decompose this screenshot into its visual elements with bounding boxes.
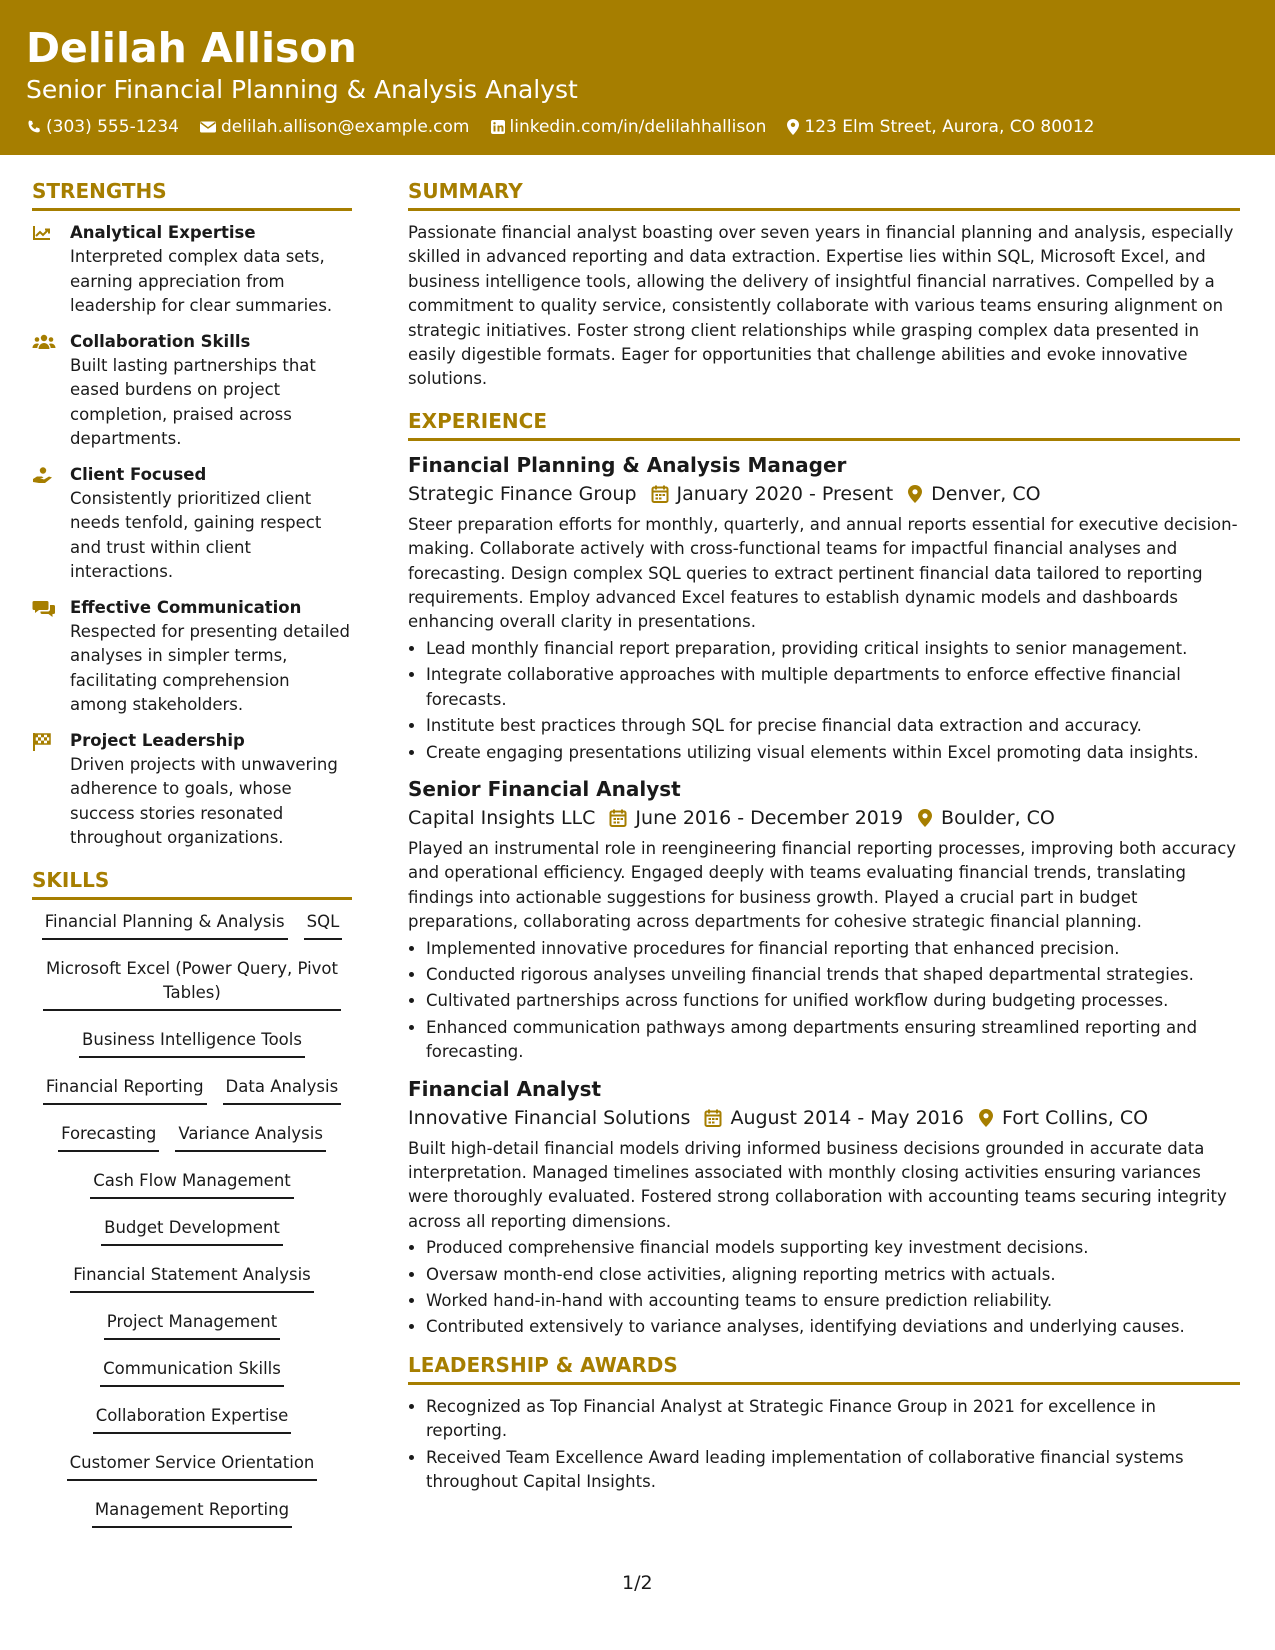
right-column <box>408 176 1240 1496</box>
job-entry <box>408 775 1240 1065</box>
chart-line-icon <box>32 224 52 242</box>
job-location: Boulder, CO <box>941 806 1055 829</box>
job-title: Senior Financial Analyst <box>408 776 681 801</box>
job-description: Steer preparation efforts for monthly, quarterly, and annual reports essential for executive decision-making. Collaborate actively with cross-functional teams for impactful financial analyses and forecasting. Design complex SQL queries to extract pertinent financial data tailored to reporting requirements. Employ advanced Excel features to establish dynamic models and dashboards enhancing overall clarity in presentations. <box>408 514 1238 632</box>
job-company: Capital Insights LLC <box>408 806 596 829</box>
awards-heading: LEADERSHIP & AWARDS <box>408 1350 1240 1385</box>
users-icon <box>32 333 56 351</box>
linkedin-text: linkedin.com/in/delilahhallison <box>509 117 767 137</box>
page-number: 1/2 <box>622 1572 653 1594</box>
phone-icon <box>26 119 42 135</box>
job-entry <box>408 1075 1240 1340</box>
job-meta <box>408 1103 1240 1133</box>
calendar-icon <box>704 1108 722 1128</box>
skill-tag: Financial Reporting <box>43 1075 207 1105</box>
envelope-icon <box>199 119 217 135</box>
skills-list <box>32 910 352 1545</box>
job-bullet: • Produced comprehensive financial models supporting key investment decisions. <box>426 1236 1240 1260</box>
skill-tag: Management Reporting <box>92 1498 292 1528</box>
skill-tag: Communication Skills <box>100 1357 284 1387</box>
strength-desc: Built lasting partnerships that eased burdens on project completion, praised across departments. <box>70 355 316 448</box>
skill-tag: Business Intelligence Tools <box>79 1028 305 1058</box>
skill-tag: Collaboration Expertise <box>93 1404 292 1434</box>
job-title: Financial Analyst <box>408 1076 602 1101</box>
job-bullets <box>408 937 1240 1065</box>
strength-desc: Consistently prioritized client needs tenfold, gaining respect and trust within client interactions. <box>70 488 322 581</box>
job-bullet: • Integrate collaborative approaches with multiple departments to enforce effective financial forecasts. <box>426 663 1240 712</box>
job-meta <box>408 803 1240 833</box>
strength-title: Analytical Expertise <box>70 223 256 242</box>
contact-bar <box>26 115 1115 139</box>
job-bullet: • Implemented innovative procedures for financial reporting that enhanced precision. <box>426 937 1240 961</box>
skill-tag: Forecasting <box>58 1122 159 1152</box>
phone-text: (303) 555-1234 <box>46 117 179 137</box>
job-description: Built high-detail financial models driving informed business decisions grounded in accurate data interpretation. Managed timelines associated with monthly closing activities ensuring variances were thoroughly evaluated. Fostered strong collaboration with accounting teams securing integrity across all reporting dimensions. <box>408 1138 1227 1231</box>
strength-item <box>32 729 352 851</box>
summary-heading: SUMMARY <box>408 176 1240 211</box>
map-marker-icon <box>786 118 800 136</box>
skill-tag: Data Analysis <box>223 1075 342 1105</box>
contact-address <box>786 115 1094 139</box>
strength-title: Client Focused <box>70 464 207 484</box>
hand-holding-person-icon <box>32 466 54 486</box>
job-company: Strategic Finance Group <box>408 482 637 505</box>
comments-icon <box>32 599 56 619</box>
header-banner <box>0 0 1275 155</box>
skill-tag: Project Management <box>104 1310 280 1340</box>
job-dates: January 2020 - Present <box>676 482 894 505</box>
candidate-name: Delilah Allison <box>26 24 357 72</box>
job-bullets <box>408 1236 1240 1340</box>
job-bullet: • Institute best practices through SQL for precise financial data extraction and accuracy. <box>426 714 1240 738</box>
strength-title: Effective Communication <box>70 597 302 617</box>
job-dates: August 2014 - May 2016 <box>730 1106 964 1129</box>
strength-item <box>32 596 352 718</box>
job-bullet: • Lead monthly financial report preparation, providing critical insights to senior management. <box>426 637 1240 661</box>
job-bullet: • Oversaw month-end close activities, aligning reporting metrics with actuals. <box>426 1263 1240 1287</box>
strength-item <box>32 463 352 585</box>
job-location: Fort Collins, CO <box>1001 1106 1149 1129</box>
skill-tag: SQL <box>304 910 343 940</box>
skill-tag: Financial Statement Analysis <box>70 1263 314 1293</box>
calendar-icon <box>651 484 669 504</box>
job-bullet: • Contributed extensively to variance analyses, identifying deviations and underlying causes. <box>426 1315 1240 1339</box>
job-bullet: • Create engaging presentations utilizing visual elements within Excel promoting data insights. <box>426 741 1240 765</box>
strength-desc: Driven projects with unwavering adherence to goals, whose success stories resonated throughout organizations. <box>70 754 338 847</box>
awards-list <box>408 1395 1240 1495</box>
job-location: Denver, CO <box>931 482 1041 505</box>
job-bullets <box>408 637 1240 765</box>
contact-phone[interactable] <box>26 115 179 139</box>
job-meta <box>408 479 1240 509</box>
calendar-icon <box>609 808 627 828</box>
flag-checkered-icon <box>32 732 52 752</box>
candidate-title: Senior Financial Planning & Analysis Analyst <box>26 75 578 104</box>
strengths-heading: STRENGTHS <box>32 176 352 211</box>
job-description: Played an instrumental role in reengineering financial reporting processes, improving both accuracy and operational efficiency. Engaged deeply with teams evaluating financial trends, translating findings into actionable suggestions for business growth. Played a crucial part in budget preparations, collaborating across departments for cohesive strategic financial planning. <box>408 838 1237 932</box>
job-title: Financial Planning & Analysis Manager <box>408 452 847 477</box>
skills-heading: SKILLS <box>32 865 352 900</box>
map-marker-icon <box>917 808 933 828</box>
experience-heading: EXPERIENCE <box>408 406 1240 441</box>
job-bullet: • Enhanced communication pathways among departments ensuring streamlined reporting and forecasting. <box>426 1016 1240 1065</box>
strength-title: Collaboration Skills <box>70 331 251 351</box>
summary-text: Passionate financial analyst boasting over seven years in financial planning and analysis, especially skilled in advanced reporting and data extraction. Expertise lies within SQL, Microsoft Excel, and business intelligence tools, allowing the delivery of insightful financial narratives. Compelled by a commitment to quality service, consistently collaborate with various teams ensuring alignment on strategic initiatives. Foster strong client relationships while grasping complex data presented in easily digestible formats. Eager for opportunities that challenge abilities and evoke innovative solutions. <box>408 223 1234 389</box>
contact-linkedin[interactable] <box>490 115 767 139</box>
skill-tag: Variance Analysis <box>175 1122 326 1152</box>
skill-tag: Budget Development <box>101 1216 283 1246</box>
job-entry <box>408 451 1240 765</box>
email-text: delilah.allison@example.com <box>220 117 470 137</box>
linkedin-icon <box>490 119 506 135</box>
strength-item <box>32 330 352 452</box>
strength-title: Project Leadership <box>70 730 245 750</box>
strength-item <box>32 221 352 319</box>
strength-desc: Interpreted complex data sets, earning appreciation from leadership for clear summaries. <box>70 247 333 315</box>
strength-desc: Respected for presenting detailed analyses in simpler terms, facilitating comprehension among stakeholders. <box>70 621 350 714</box>
award-item: • Received Team Excellence Award leading implementation of collaborative financial systems throughout Capital Insights. <box>426 1446 1240 1495</box>
job-bullet: • Worked hand-in-hand with accounting teams to ensure prediction reliability. <box>426 1289 1240 1313</box>
skill-tag: Financial Planning & Analysis <box>42 910 288 940</box>
skill-tag: Cash Flow Management <box>90 1169 294 1199</box>
job-dates: June 2016 - December 2019 <box>635 806 904 829</box>
contact-email[interactable] <box>199 115 470 139</box>
job-bullet: • Conducted rigorous analyses unveiling financial trends that shaped departmental strategies. <box>426 963 1240 987</box>
address-text: 123 Elm Street, Aurora, CO 80012 <box>804 117 1095 137</box>
map-marker-icon <box>907 484 923 504</box>
award-item: • Recognized as Top Financial Analyst at Strategic Finance Group in 2021 for excellence in reporting. <box>426 1395 1240 1444</box>
job-company: Innovative Financial Solutions <box>408 1106 691 1129</box>
skill-tag: Customer Service Orientation <box>67 1451 318 1481</box>
skill-tag: Microsoft Excel (Power Query, Pivot Tables) <box>43 957 341 1011</box>
job-bullet: • Cultivated partnerships across functions for unified workflow during budgeting processes. <box>426 989 1240 1013</box>
map-marker-icon <box>978 1108 994 1128</box>
left-column <box>32 176 352 1545</box>
